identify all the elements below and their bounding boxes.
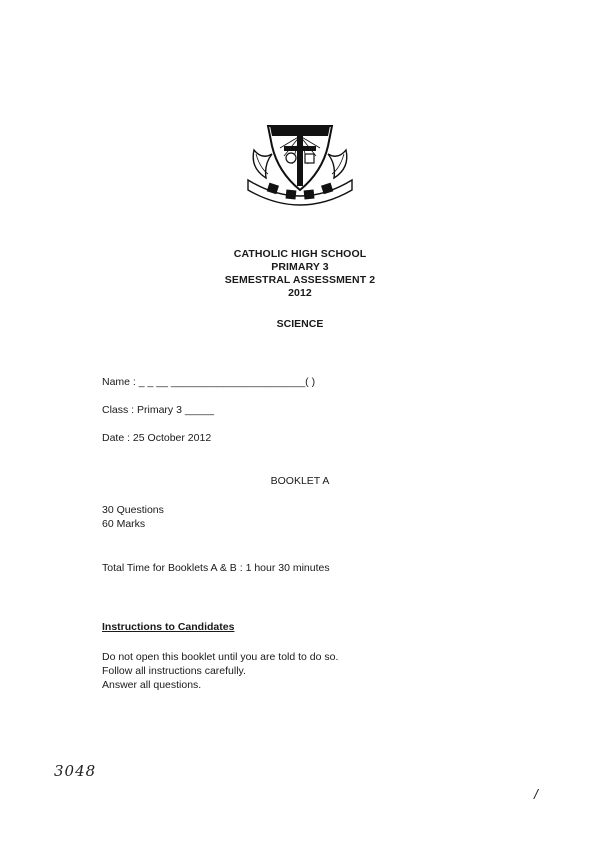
total-time: Total Time for Booklets A & B : 1 hour 30 minutes [102, 562, 330, 574]
subject-title: SCIENCE [276, 318, 324, 330]
instructions-title: Instructions to Candidates [102, 621, 235, 633]
exam-header [0, 248, 600, 300]
instructions-list [102, 650, 338, 692]
instruction-line: Do not open this booklet until you are told to do so. [102, 651, 339, 663]
exam-year: 2012 [288, 287, 312, 299]
class-field: Class : Primary 3 _____ [102, 404, 215, 416]
level: PRIMARY 3 [271, 261, 329, 273]
date-field: Date : 25 October 2012 [102, 432, 212, 444]
school-name: CATHOLIC HIGH SCHOOL [233, 248, 367, 260]
corner-mark: / [534, 786, 538, 802]
instruction-line: Answer all questions. [102, 679, 202, 691]
question-summary [102, 503, 164, 531]
instruction-line: Follow all instructions carefully. [102, 665, 246, 677]
total-marks: 60 Marks [102, 518, 146, 530]
booklet-label: BOOKLET A [270, 475, 330, 487]
name-field: Name : _ _ __ _______________________( ) [102, 376, 316, 388]
school-crest-icon [244, 120, 356, 212]
assessment-title: SEMESTRAL ASSESSMENT 2 [224, 274, 376, 286]
question-count: 30 Questions [102, 504, 164, 516]
handwritten-number: 3048 [54, 762, 97, 780]
